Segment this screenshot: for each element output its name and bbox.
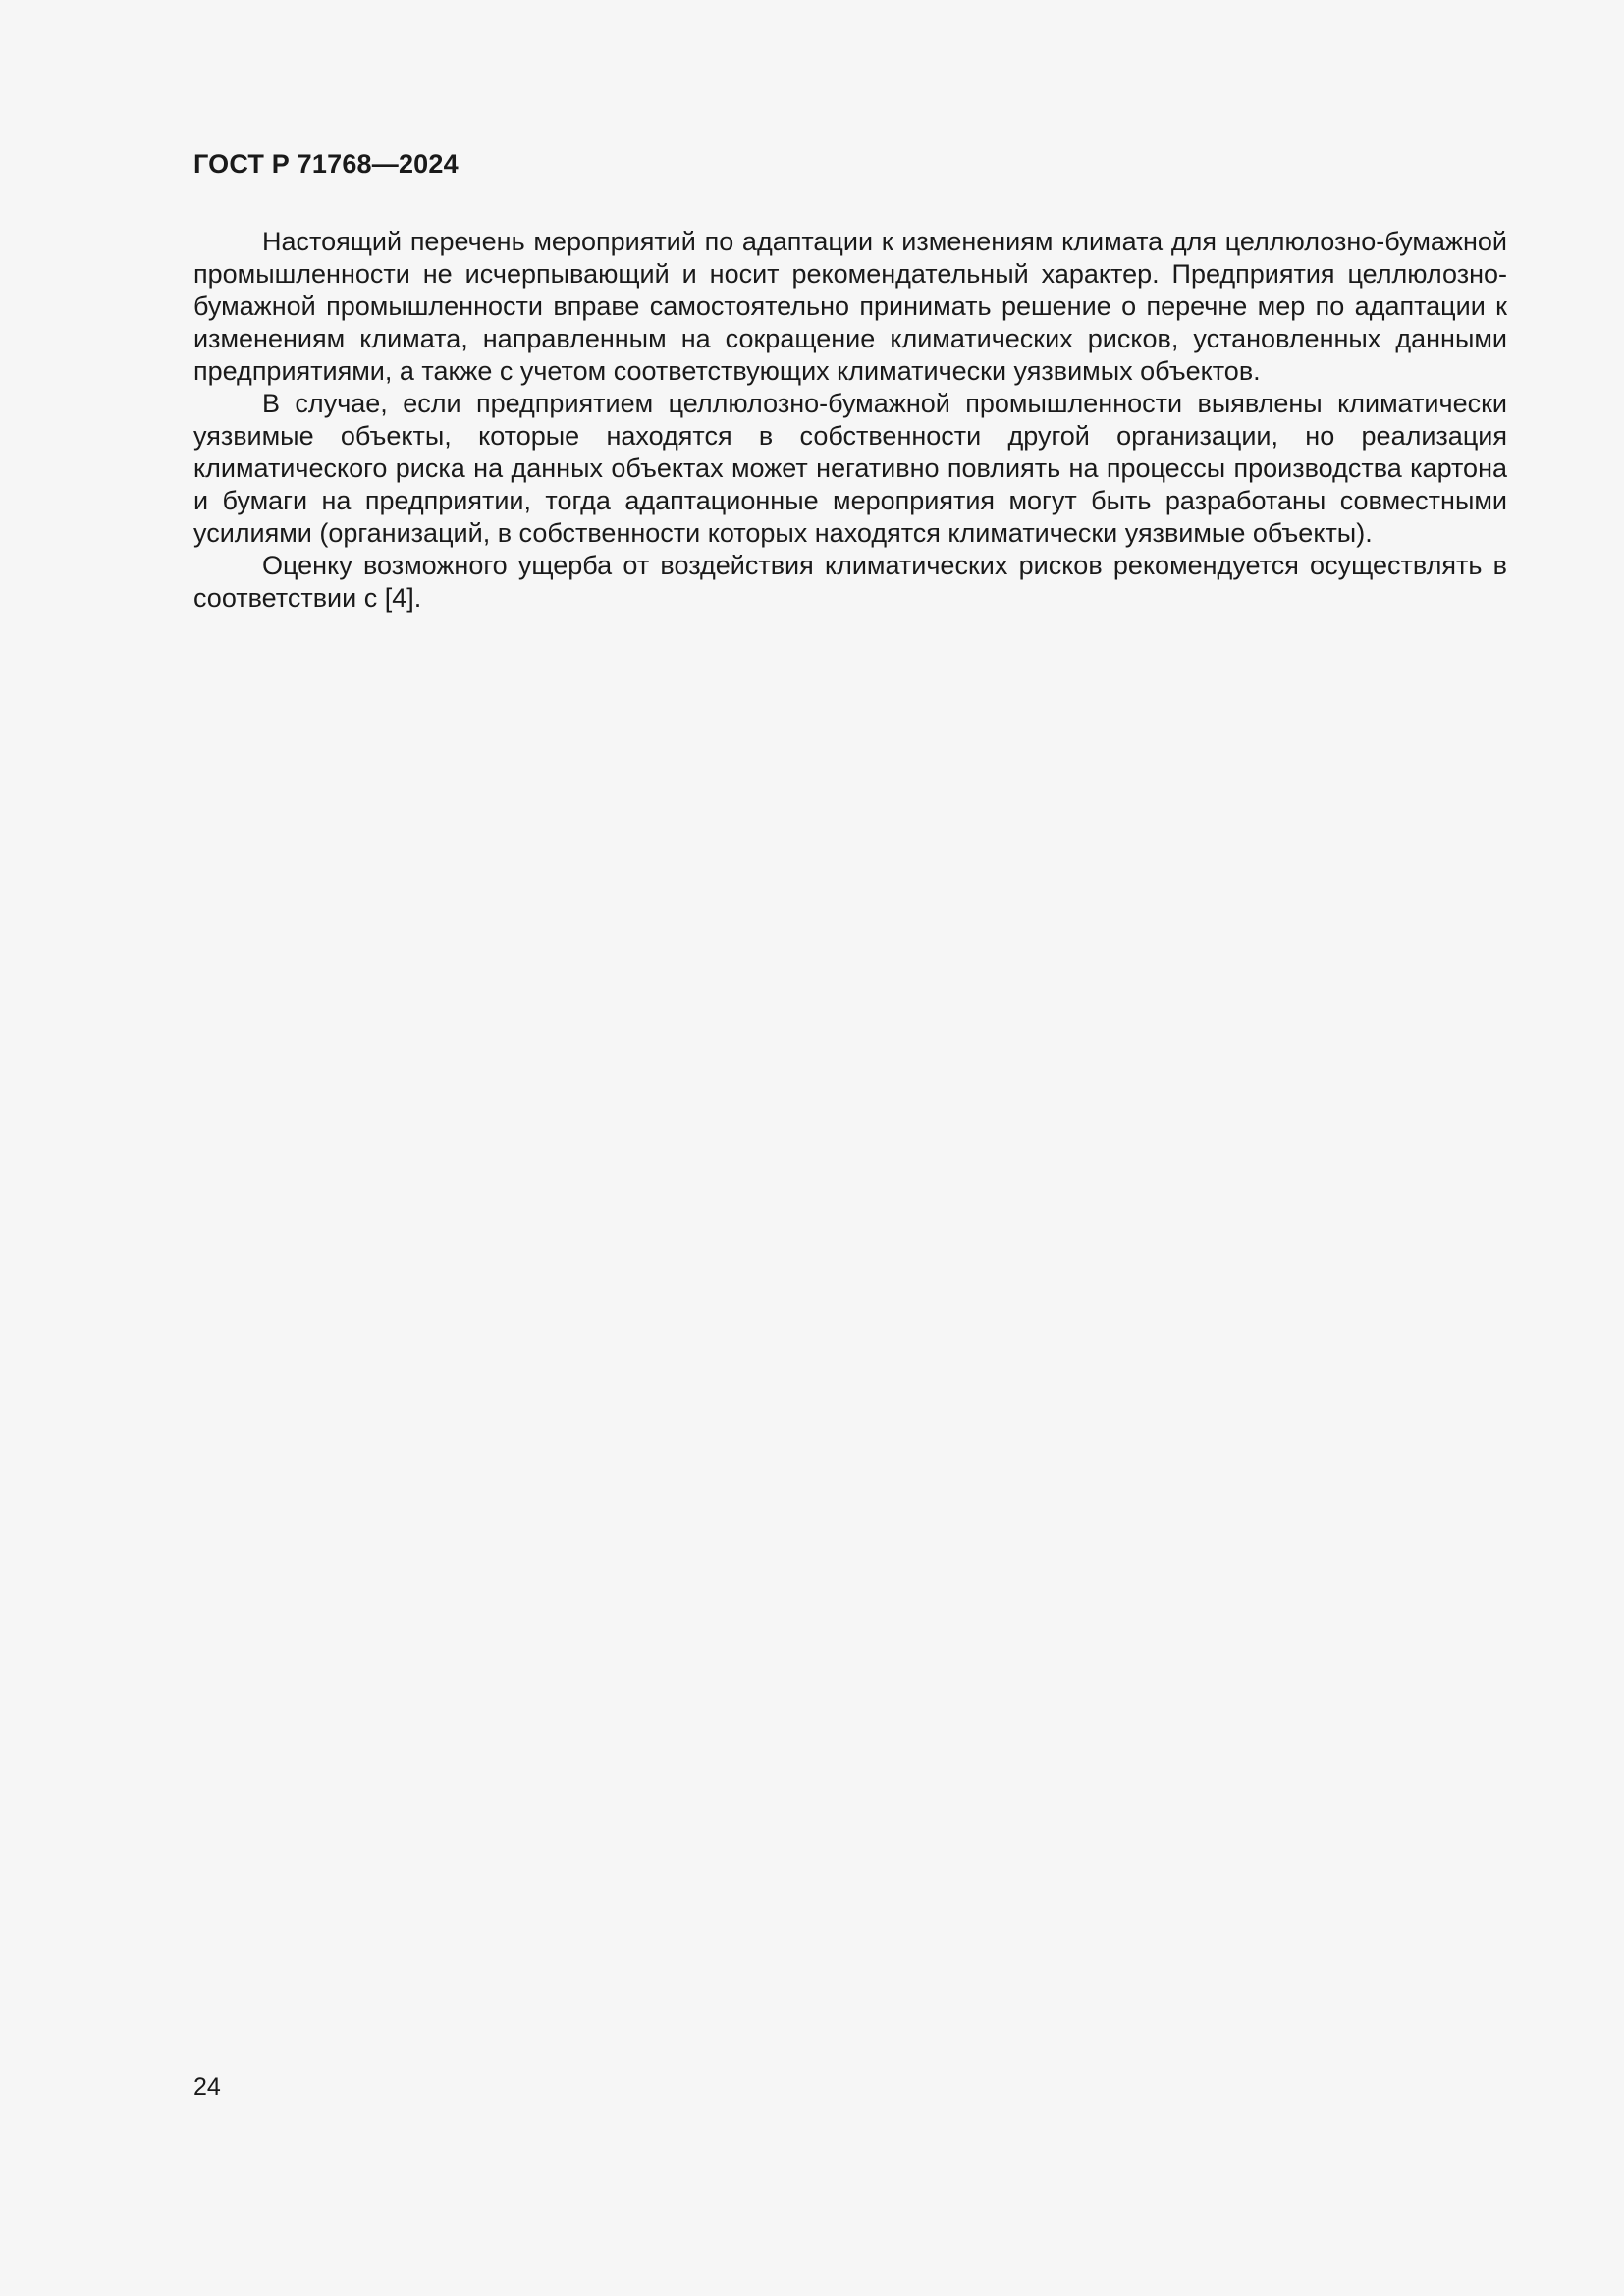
paragraph-damage-assessment: Оценку возможного ущерба от воздействия климатических рисков рекомендуется осуществлять в соответствии с [4].: [193, 551, 1507, 613]
standard-code-header: ГОСТ Р 71768—2024: [193, 149, 459, 179]
body-text: [193, 226, 1507, 614]
paragraph-third-party-objects: В случае, если предприятием целлюлозно-бумажной промышленности выявлены климатически уязвимые объекты, которые находятся в собственности другой организации, но реализация климатического риска на данных объектах может негативно повлиять на процессы производства картона и бумаги на предприятии, тогда адаптационные мероприятия могут быть разработаны совместными усилиями (организаций, в собственности которых находятся климатически уязвимые объекты).: [193, 389, 1507, 548]
page-number: 24: [193, 2073, 221, 2101]
paragraph-adaptation-list: Настоящий перечень мероприятий по адаптации к изменениям климата для целлюлозно-бумажной промышленности не исчерпывающий и носит рекомендательный характер. Предприятия целлюлозно-бумажной промышленности вправе самостоятельно принимать решение о перечне мер по адаптации к изменениям климата, направленным на сокращение климатических рисков, установленных данными предприятиями, а также с учетом соответствующих климатически уязвимых объектов.: [193, 227, 1507, 386]
